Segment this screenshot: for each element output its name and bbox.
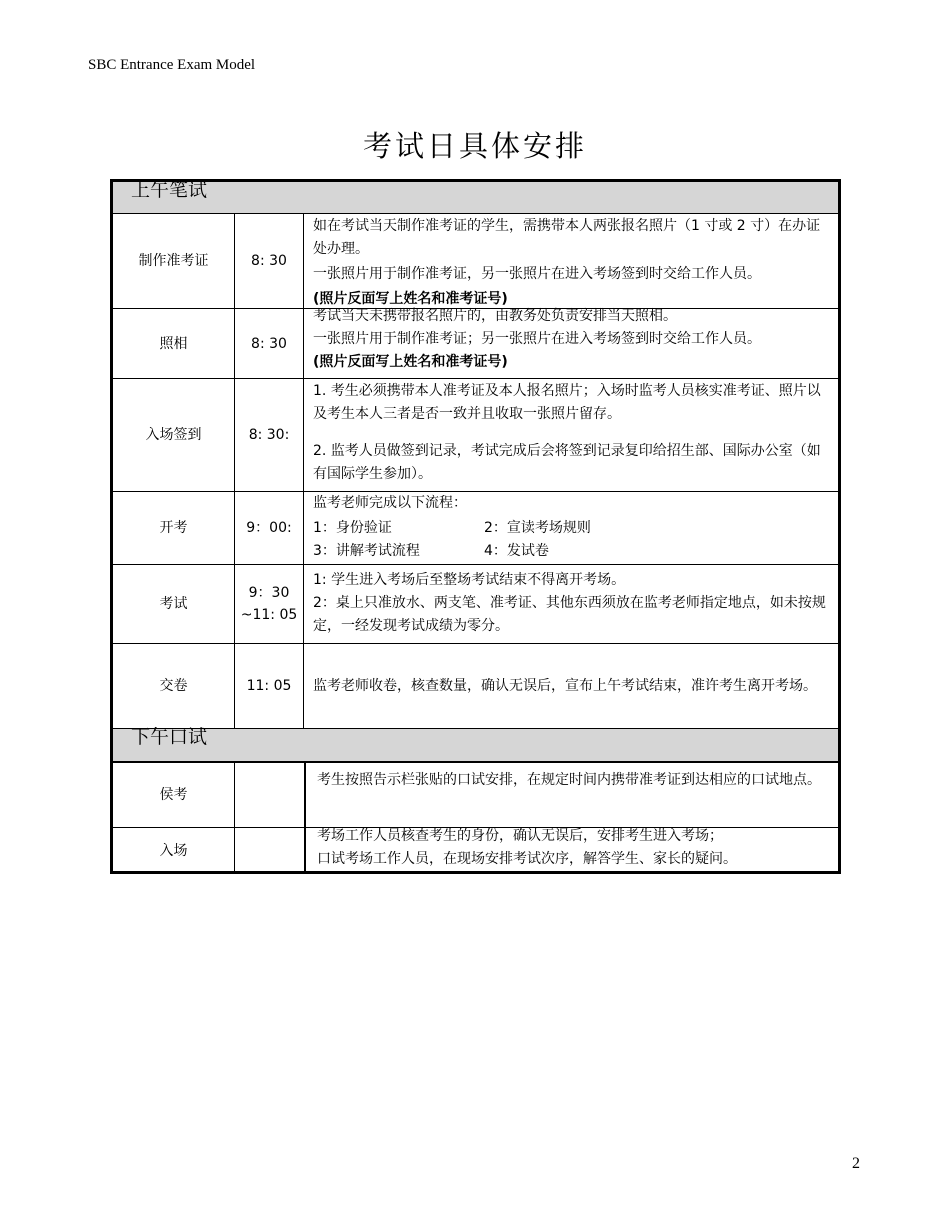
page-header: SBC Entrance Exam Model bbox=[88, 57, 256, 73]
detail-cell bbox=[306, 828, 838, 874]
table-row bbox=[113, 379, 838, 492]
item-cell: 入场签到 bbox=[113, 379, 235, 491]
time-end: ~11: 05 bbox=[240, 607, 298, 623]
time-cell bbox=[235, 565, 304, 643]
detail-line: 监考老师完成以下流程： bbox=[313, 495, 467, 511]
detail-line: 如在考试当天制作准考证的学生，需携带本人两张报名照片（1 寸或 2 寸）在办证处办理。 bbox=[313, 218, 821, 257]
detail-cell bbox=[304, 565, 838, 643]
step-item: 3：讲解考试流程 bbox=[313, 543, 420, 559]
schedule-table bbox=[110, 179, 841, 874]
detail-line: 一张照片用于制作准考证；另一张照片在进入考场签到时交给工作人员。 bbox=[313, 331, 761, 347]
item-cell: 照相 bbox=[113, 309, 235, 378]
detail-line: 一张照片用于制作准考证，另一张照片在进入考场签到时交给工作人员。 bbox=[313, 266, 761, 282]
time-cell: 8: 30 bbox=[235, 214, 304, 308]
section-heading: 上午笔试 bbox=[131, 179, 208, 201]
item-cell: 开考 bbox=[113, 492, 235, 564]
section-afternoon bbox=[113, 728, 838, 763]
detail-line: 考场工作人员核查考生的身份，确认无误后，安排考生进入考场； bbox=[317, 828, 723, 844]
time-cell: 11: 05 bbox=[235, 644, 304, 728]
time-start: 9：30 bbox=[248, 585, 290, 601]
item-cell: 考试 bbox=[113, 565, 235, 643]
table-row bbox=[113, 763, 838, 828]
detail-line: 1. 考生必须携带本人准考证及本人报名照片；入场时监考人员核实准考证、照片以及考生本人三者是否一致并且收取一张照片留存。 bbox=[313, 383, 821, 422]
time-cell: 8: 30: bbox=[235, 379, 304, 491]
time-cell: 8: 30 bbox=[235, 309, 304, 378]
item-cell: 交卷 bbox=[113, 644, 235, 728]
detail-line: 考试当天未携带报名照片的，由教务处负责安排当天照相。 bbox=[313, 308, 677, 324]
section-morning bbox=[113, 179, 838, 214]
detail-line: 口试考场工作人员，在现场安排考试次序，解答学生、家长的疑问。 bbox=[317, 851, 737, 867]
item-cell: 侯考 bbox=[113, 763, 235, 827]
detail-cell bbox=[306, 763, 838, 827]
item-cell: 入场 bbox=[113, 828, 235, 874]
detail-line: 考生按照告示栏张贴的口试安排，在规定时间内携带准考证到达相应的口试地点。 bbox=[317, 772, 821, 788]
page-title: 考试日具体安排 bbox=[362, 129, 587, 163]
table-row bbox=[113, 565, 838, 644]
detail-cell bbox=[304, 379, 838, 491]
detail-cell bbox=[304, 214, 838, 308]
time-cell: 9：00: bbox=[235, 492, 304, 564]
table-row bbox=[113, 492, 838, 565]
step-item: 4：发试卷 bbox=[484, 543, 549, 559]
time-cell bbox=[235, 828, 306, 874]
step-row bbox=[313, 517, 591, 540]
detail-note: (照片反面写上姓名和准考证号) bbox=[313, 354, 508, 370]
detail-note: (照片反面写上姓名和准考证号) bbox=[313, 291, 508, 307]
table-row bbox=[113, 828, 838, 874]
detail-line: 1: 学生进入考场后至整场考试结束不得离开考场。 bbox=[313, 572, 626, 588]
step-row bbox=[313, 540, 591, 563]
page-number: 2 bbox=[852, 1155, 860, 1172]
detail-cell bbox=[304, 644, 838, 728]
table-row bbox=[113, 644, 838, 728]
table-row bbox=[113, 309, 838, 379]
table-row bbox=[113, 214, 838, 309]
time-cell bbox=[235, 763, 306, 827]
step-item: 2：宣读考场规则 bbox=[484, 520, 591, 536]
detail-cell bbox=[304, 492, 838, 564]
detail-line: 2. 监考人员做签到记录，考试完成后会将签到记录复印给招生部、国际办公室（如有国际学生参加）。 bbox=[313, 443, 821, 482]
detail-cell bbox=[304, 309, 838, 378]
section-heading: 下午口试 bbox=[131, 726, 208, 748]
detail-line: 监考老师收卷，核查数量，确认无误后，宣布上午考试结束，准许考生离开考场。 bbox=[313, 677, 817, 694]
step-item: 1：身份验证 bbox=[313, 520, 392, 536]
item-cell: 制作准考证 bbox=[113, 214, 235, 308]
detail-line: 2：桌上只准放水、两支笔、准考证、其他东西须放在监考老师指定地点，如未按规定，一经发现考试成绩为零分。 bbox=[313, 595, 826, 634]
